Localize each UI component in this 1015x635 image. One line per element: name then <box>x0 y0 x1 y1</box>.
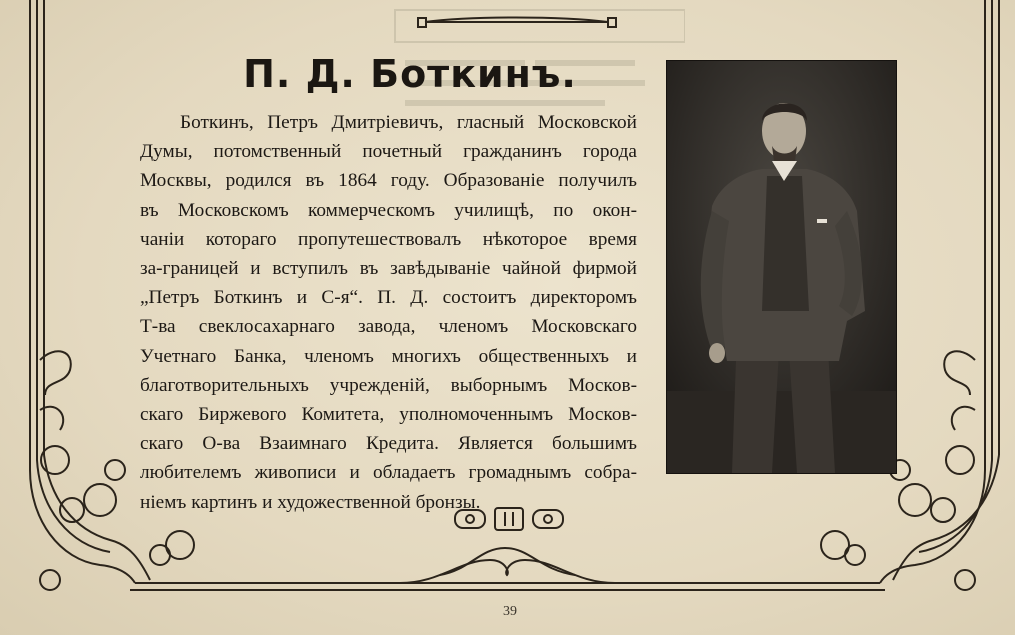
page-number: 39 <box>503 604 517 619</box>
bio-line: Москвы, родился въ 1864 году. Образованіе получилъ <box>140 170 637 192</box>
bio-line: Т-ва свеклосахарнаго завода, членомъ Московскаго <box>140 316 637 338</box>
portrait-photo <box>666 60 897 474</box>
bio-line: въ Московскомъ коммерческомъ училищѣ, по окон- <box>140 199 637 221</box>
bio-line: Учетнаго Банка, членомъ многихъ общественныхъ и <box>140 345 637 367</box>
bio-line: Думы, потомственный почетный гражданинъ города <box>140 141 637 163</box>
biography-text <box>140 108 637 517</box>
page-title: П. Д. Боткинъ. <box>243 52 577 96</box>
bio-line: любителемъ живописи и обладаетъ громаднымъ собра- <box>140 462 637 484</box>
bio-line: „Петръ Боткинъ и С-я“. П. Д. состоитъ директоромъ <box>140 287 637 309</box>
bio-line: скаго О-ва Взаимнаго Кредита. Является большимъ <box>140 433 637 455</box>
bio-line: чаніи котораго пропутешествовалъ нѣкоторое время <box>140 228 637 250</box>
bio-line: благотворительныхъ учрежденій, выборнымъ Москов- <box>140 374 637 396</box>
bio-line: ніемъ картинъ и художественной бронзы. <box>140 491 481 513</box>
bio-line: скаго Биржевого Комитета, уполномоченнымъ Москов- <box>140 404 637 426</box>
bio-line: за-границей и вступилъ въ завѣдываніе чайной фирмой <box>140 258 637 280</box>
bio-line: Боткинъ, Петръ Дмитріевичъ, гласный Московской <box>180 112 637 133</box>
portrait-figure <box>667 61 896 473</box>
